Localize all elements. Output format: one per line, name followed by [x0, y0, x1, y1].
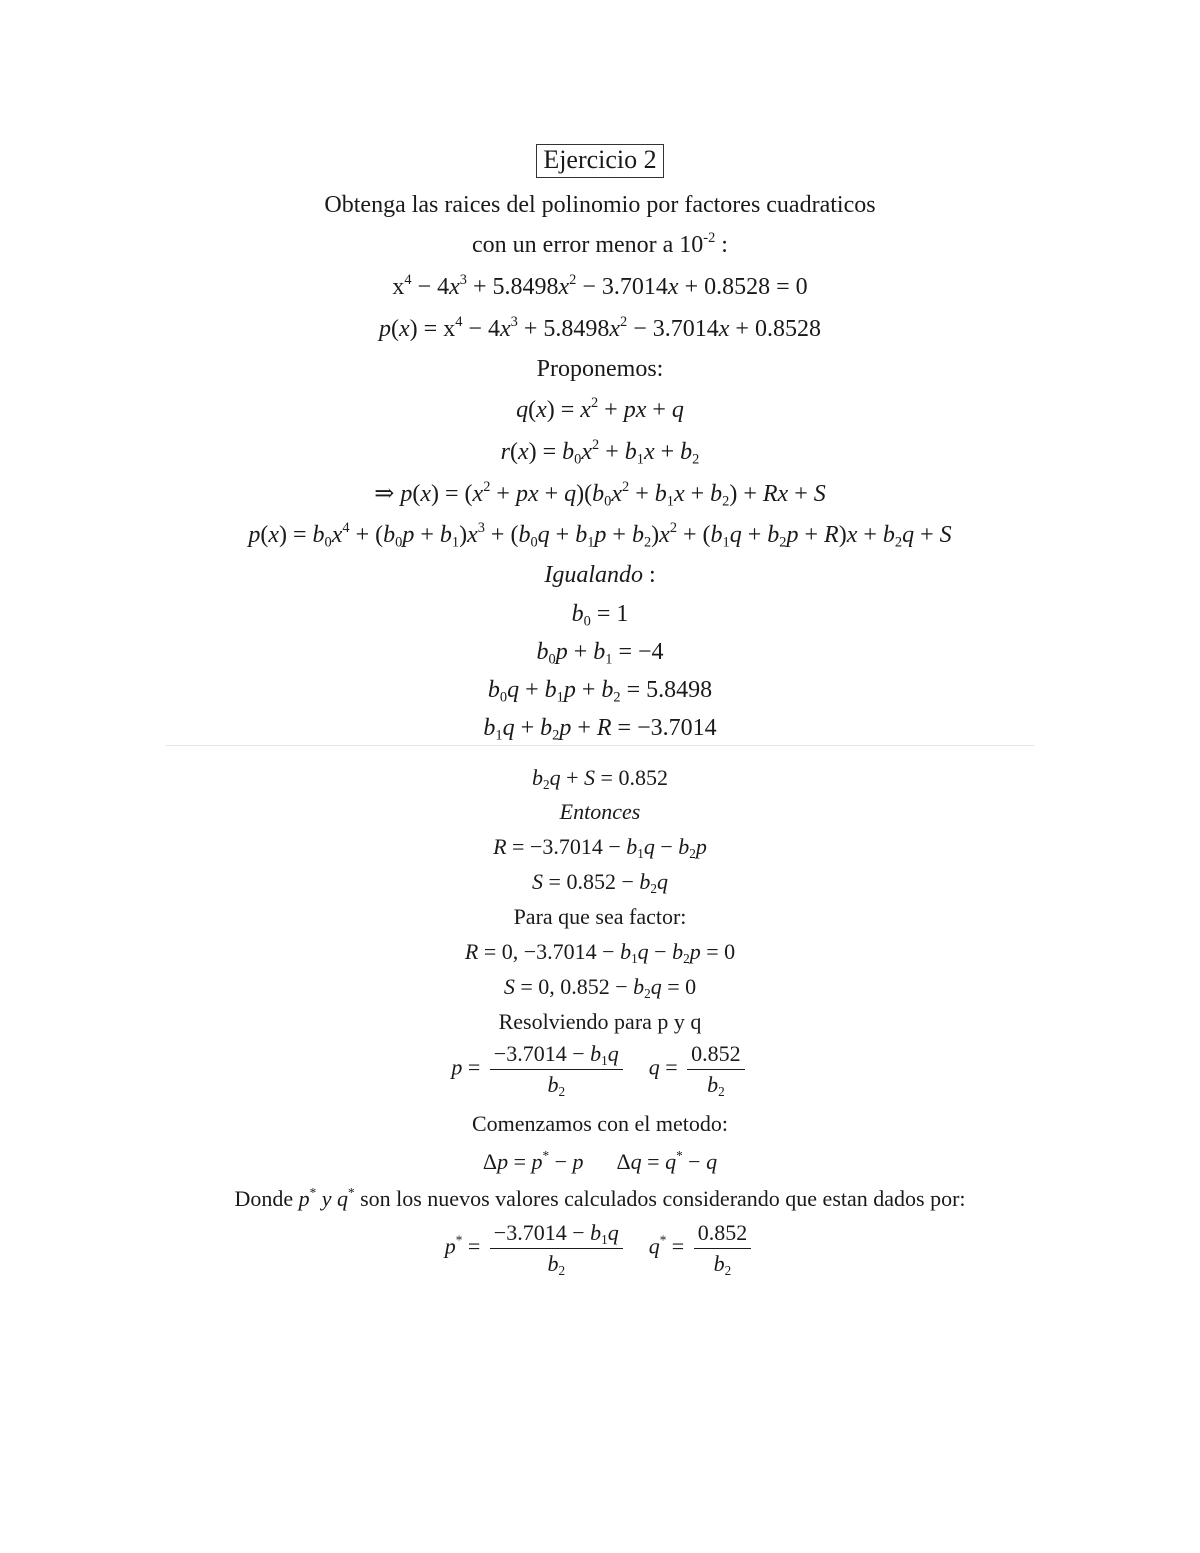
- igualando-text: Igualando: [544, 562, 643, 588]
- error-exponent: -2: [703, 229, 716, 246]
- coef-c1: 3.7014: [601, 274, 668, 300]
- equation-pstar-qstar-fractions: p* = $\frac{-3.7014 - b_1q}{b_2}$ q* = $\frac{0.852}{b_2}$: [0, 1222, 1200, 1275]
- intro-text: Obtenga las raices del polinomio por factores cuadraticos: [324, 192, 876, 218]
- equation-R: $R = -3.7014 - b_1q - b_2p$: [493, 834, 707, 861]
- heading-proponemos: [0, 357, 1200, 381]
- equation-rx: $r(x) = b_0x^2 + b_1x + b_2$: [500, 436, 700, 468]
- resolviendo-text: Resolviendo para p y q: [498, 1009, 702, 1034]
- equation-S: $S = 0.852 - b_2q$: [532, 869, 668, 896]
- comenzamos-text: Comenzamos con el metodo:: [472, 1111, 728, 1136]
- donde-suffix: son los nuevos valores calculados considerando que estan dados por:: [354, 1186, 966, 1211]
- equation-px: $p(x) = x^4 - 4x^3 + 5.8498x^2 - 3.7014x + 0.8528$: [379, 313, 821, 342]
- error-base: 10: [679, 232, 704, 258]
- heading-para-que-sea-factor: [0, 906, 1200, 928]
- coef-c2: 5.8498: [492, 274, 559, 300]
- equation-deltas: Δp = p* − p Δq = q* − q: [482, 1147, 718, 1174]
- heading-comenzamos: [0, 1113, 1200, 1135]
- equation-R-zero: R = 0, $-3.7014 - b_1q - b_2p = 0$: [464, 939, 736, 966]
- equation-R-sum: $b_1q + b_2p + R = -3.7014$: [483, 715, 717, 744]
- heading-entonces: [0, 801, 1200, 823]
- equation-b0: $b_0 = 1$: [571, 601, 629, 630]
- heading-igualando: Igualando :: [544, 562, 656, 588]
- equation-implies: ⇒ $p(x) = (x^2$ + px + $q)(b_0x^2 + b_1x + b_2) + Rx + S$: [374, 478, 826, 510]
- equation-polynomial: $x^4 - 4x^3 + 5.8498x^2 - 3.7014x + 0.8528 = 0$: [392, 271, 808, 300]
- intro-colon: :: [715, 232, 728, 258]
- equation-S-sum: $b_2q + S = 0.852$: [532, 765, 668, 792]
- fraction-p: $\frac{-3.7014 - b_1q}{b_2}$: [490, 1043, 623, 1096]
- intro-error-text: con un error menor a: [472, 232, 680, 258]
- proponemos-text: Proponemos:: [536, 356, 664, 382]
- para-que-sea-factor-text: Para que sea factor:: [513, 904, 687, 929]
- equation-expanded: $p(x) = b_0x^4 + (b_0p + b_1)x^3 + (b_0q + b_1p + b_2)x^2 + (b_1q + b_2p + R)x + b_2q + S$: [248, 519, 952, 551]
- donde-line: Donde p* y q* son los nuevos valores calculados considerando que estan dados por:: [234, 1184, 966, 1211]
- fraction-pstar: $\frac{-3.7014 - b_1q}{b_2}$: [490, 1222, 623, 1275]
- intro-line-2: [0, 229, 1200, 258]
- donde-middle: y: [316, 1186, 337, 1211]
- donde-prefix: Donde: [234, 1186, 299, 1211]
- page-divider: [166, 745, 1034, 746]
- equation-qx: $q(x) = x^2$ + px + q: [516, 394, 684, 423]
- equation-b2: $b_0q + b_1p + b_2 = 5.8498$: [487, 677, 713, 706]
- equation-b1: $b_0p + b_1 = -4$: [536, 639, 664, 668]
- fraction-q: $\frac{0.852}{b_2}$: [687, 1043, 745, 1096]
- equation-S-zero: S = 0, $0.852 - b_2q = 0$: [503, 974, 697, 1001]
- equation-p-q-fractions: p = $\frac{-3.7014 - b_1q}{b_2}$ q = $\frac{0.852}{b_2}$: [0, 1043, 1200, 1096]
- entonces-text: Entonces: [559, 799, 641, 824]
- intro-line-1: [0, 193, 1200, 217]
- heading-resolviendo: [0, 1011, 1200, 1033]
- coef-c0: 0.8528: [704, 274, 771, 300]
- exercise-title: Ejercicio 2: [536, 144, 663, 178]
- title-line: [0, 144, 1200, 178]
- fraction-qstar: $\frac{0.852}{b_2}$: [694, 1222, 752, 1275]
